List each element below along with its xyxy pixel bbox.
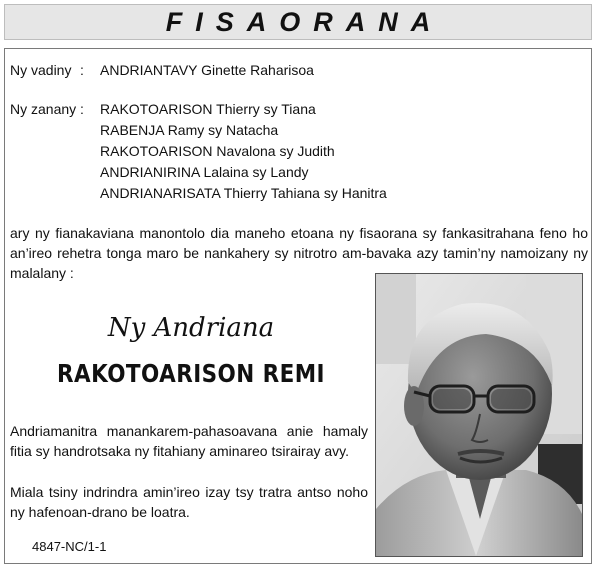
children-label: Ny zanany — [10, 101, 77, 117]
widow-name: ANDRIANTAVY Ginette Raharisoa — [100, 62, 314, 78]
widow-separator: : — [80, 62, 84, 78]
intro-paragraph: ary ny fianakaviana manontolo dia maneho etoana ny fisaorana sy fankasitrahana feno ho an’ireo rehetra tonga maro be nankahery sy nitrotro am-bavaka azy tamin’ny namoizany ny malalany : — [10, 225, 588, 281]
apology-paragraph: Miala tsiny indrindra amin’ireo izay tsy tratra antso noho ny hafenoan-drano be loatra. — [10, 484, 368, 520]
deceased-honorific: Ny Andriana — [107, 313, 275, 343]
deceased-name: RAKOTOARISON REMI — [57, 359, 325, 388]
widow-label: Ny vadiny — [10, 62, 72, 78]
child-name: RAKOTOARISON Thierry sy Tiana — [100, 101, 316, 117]
reference-code: 4847-NC/1-1 — [32, 539, 107, 554]
header-band — [4, 4, 592, 40]
children-separator: : — [80, 101, 84, 117]
child-name: ANDRIANARISATA Thierry Tahiana sy Hanitra — [100, 185, 387, 201]
child-name: ANDRIANIRINA Lalaina sy Landy — [100, 164, 309, 180]
page-title: FISAORANA — [165, 6, 444, 37]
portrait-photo — [375, 273, 583, 557]
portrait-image-icon — [376, 274, 582, 556]
child-name: RAKOTOARISON Navalona sy Judith — [100, 143, 335, 159]
prayer-paragraph: Andriamanitra manankarem-pahasoavana anie hamaly fitia sy handrotsaka ny fitahiany aminareo tsirairay avy. — [10, 423, 368, 459]
child-name: RABENJA Ramy sy Natacha — [100, 122, 279, 138]
